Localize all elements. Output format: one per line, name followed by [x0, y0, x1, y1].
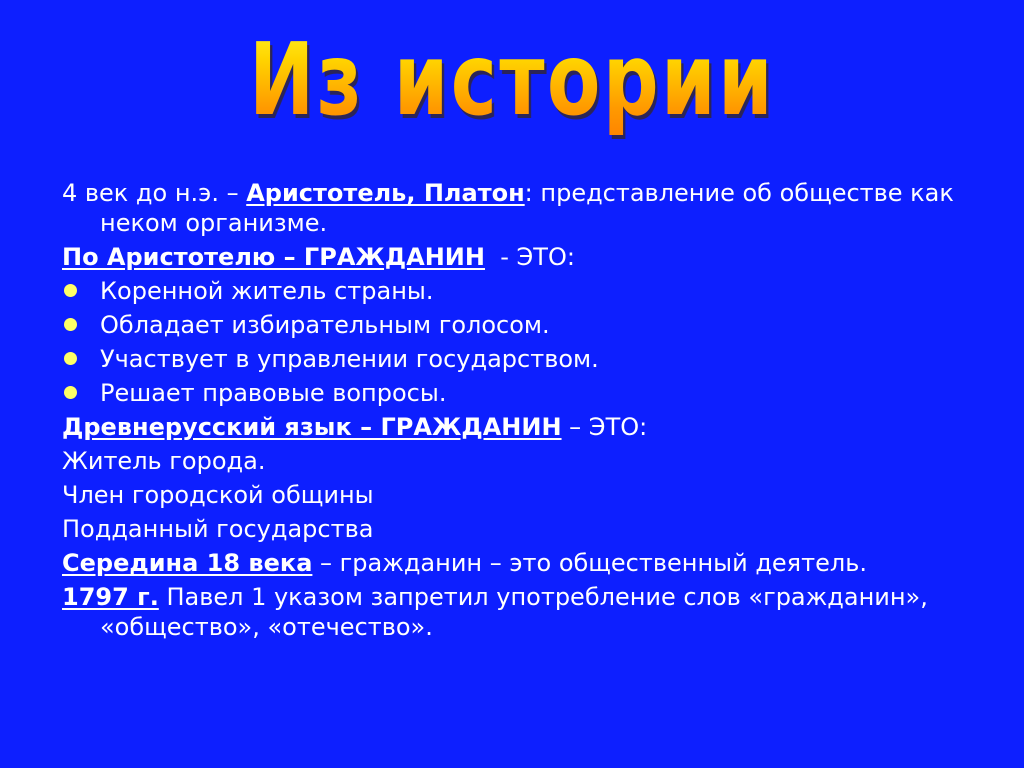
paragraph-1797 — [62, 582, 982, 642]
bullet-item — [62, 276, 982, 306]
plain-line: Подданный государства — [62, 515, 374, 543]
text-suffix: – ЭТО: — [561, 413, 648, 441]
paragraph-mid-18th-century — [62, 548, 982, 578]
slide-body — [62, 178, 982, 642]
old-russian-citizen-emphasis: Древнерусский язык – ГРАЖДАНИН — [62, 413, 562, 441]
bullet-item — [62, 310, 982, 340]
plain-line: Член городской общины — [62, 481, 374, 509]
bullet-item — [62, 344, 982, 374]
aristotle-plato-emphasis: Аристотель, Платон — [246, 179, 525, 207]
bullet-dot-icon — [64, 386, 77, 399]
bullet-text: Обладает избирательным голосом. — [100, 311, 550, 339]
bullet-text: Коренной житель страны. — [100, 277, 434, 305]
text-suffix: – гражданин – это общественный деятель. — [312, 549, 867, 577]
plain-line: Житель города. — [62, 447, 266, 475]
text-suffix: : представление об обществе как неком организме. — [100, 179, 954, 237]
text-suffix: Павел 1 указом запретил употребление слов «гражданин», «общество», «отечество». — [100, 583, 928, 641]
year-1797-emphasis: 1797 г. — [62, 583, 159, 611]
paragraph-aristotle-citizen — [62, 242, 982, 272]
paragraph-old-russian-citizen — [62, 412, 982, 442]
paragraph-4th-century — [62, 178, 982, 238]
bullet-dot-icon — [64, 318, 77, 331]
bullet-text: Участвует в управлении государством. — [100, 345, 599, 373]
text-suffix: - ЭТО: — [484, 243, 575, 271]
mid-18th-century-emphasis: Середина 18 века — [62, 549, 313, 577]
bullet-text: Решает правовые вопросы. — [100, 379, 447, 407]
aristotle-citizen-emphasis: По Аристотелю – ГРАЖДАНИН — [62, 243, 485, 271]
text-prefix: 4 век до н.э. – — [62, 179, 247, 207]
bullet-item — [62, 378, 982, 408]
bullet-dot-icon — [64, 352, 77, 365]
bullet-dot-icon — [64, 284, 77, 297]
slide-title: Из истории — [113, 10, 912, 150]
